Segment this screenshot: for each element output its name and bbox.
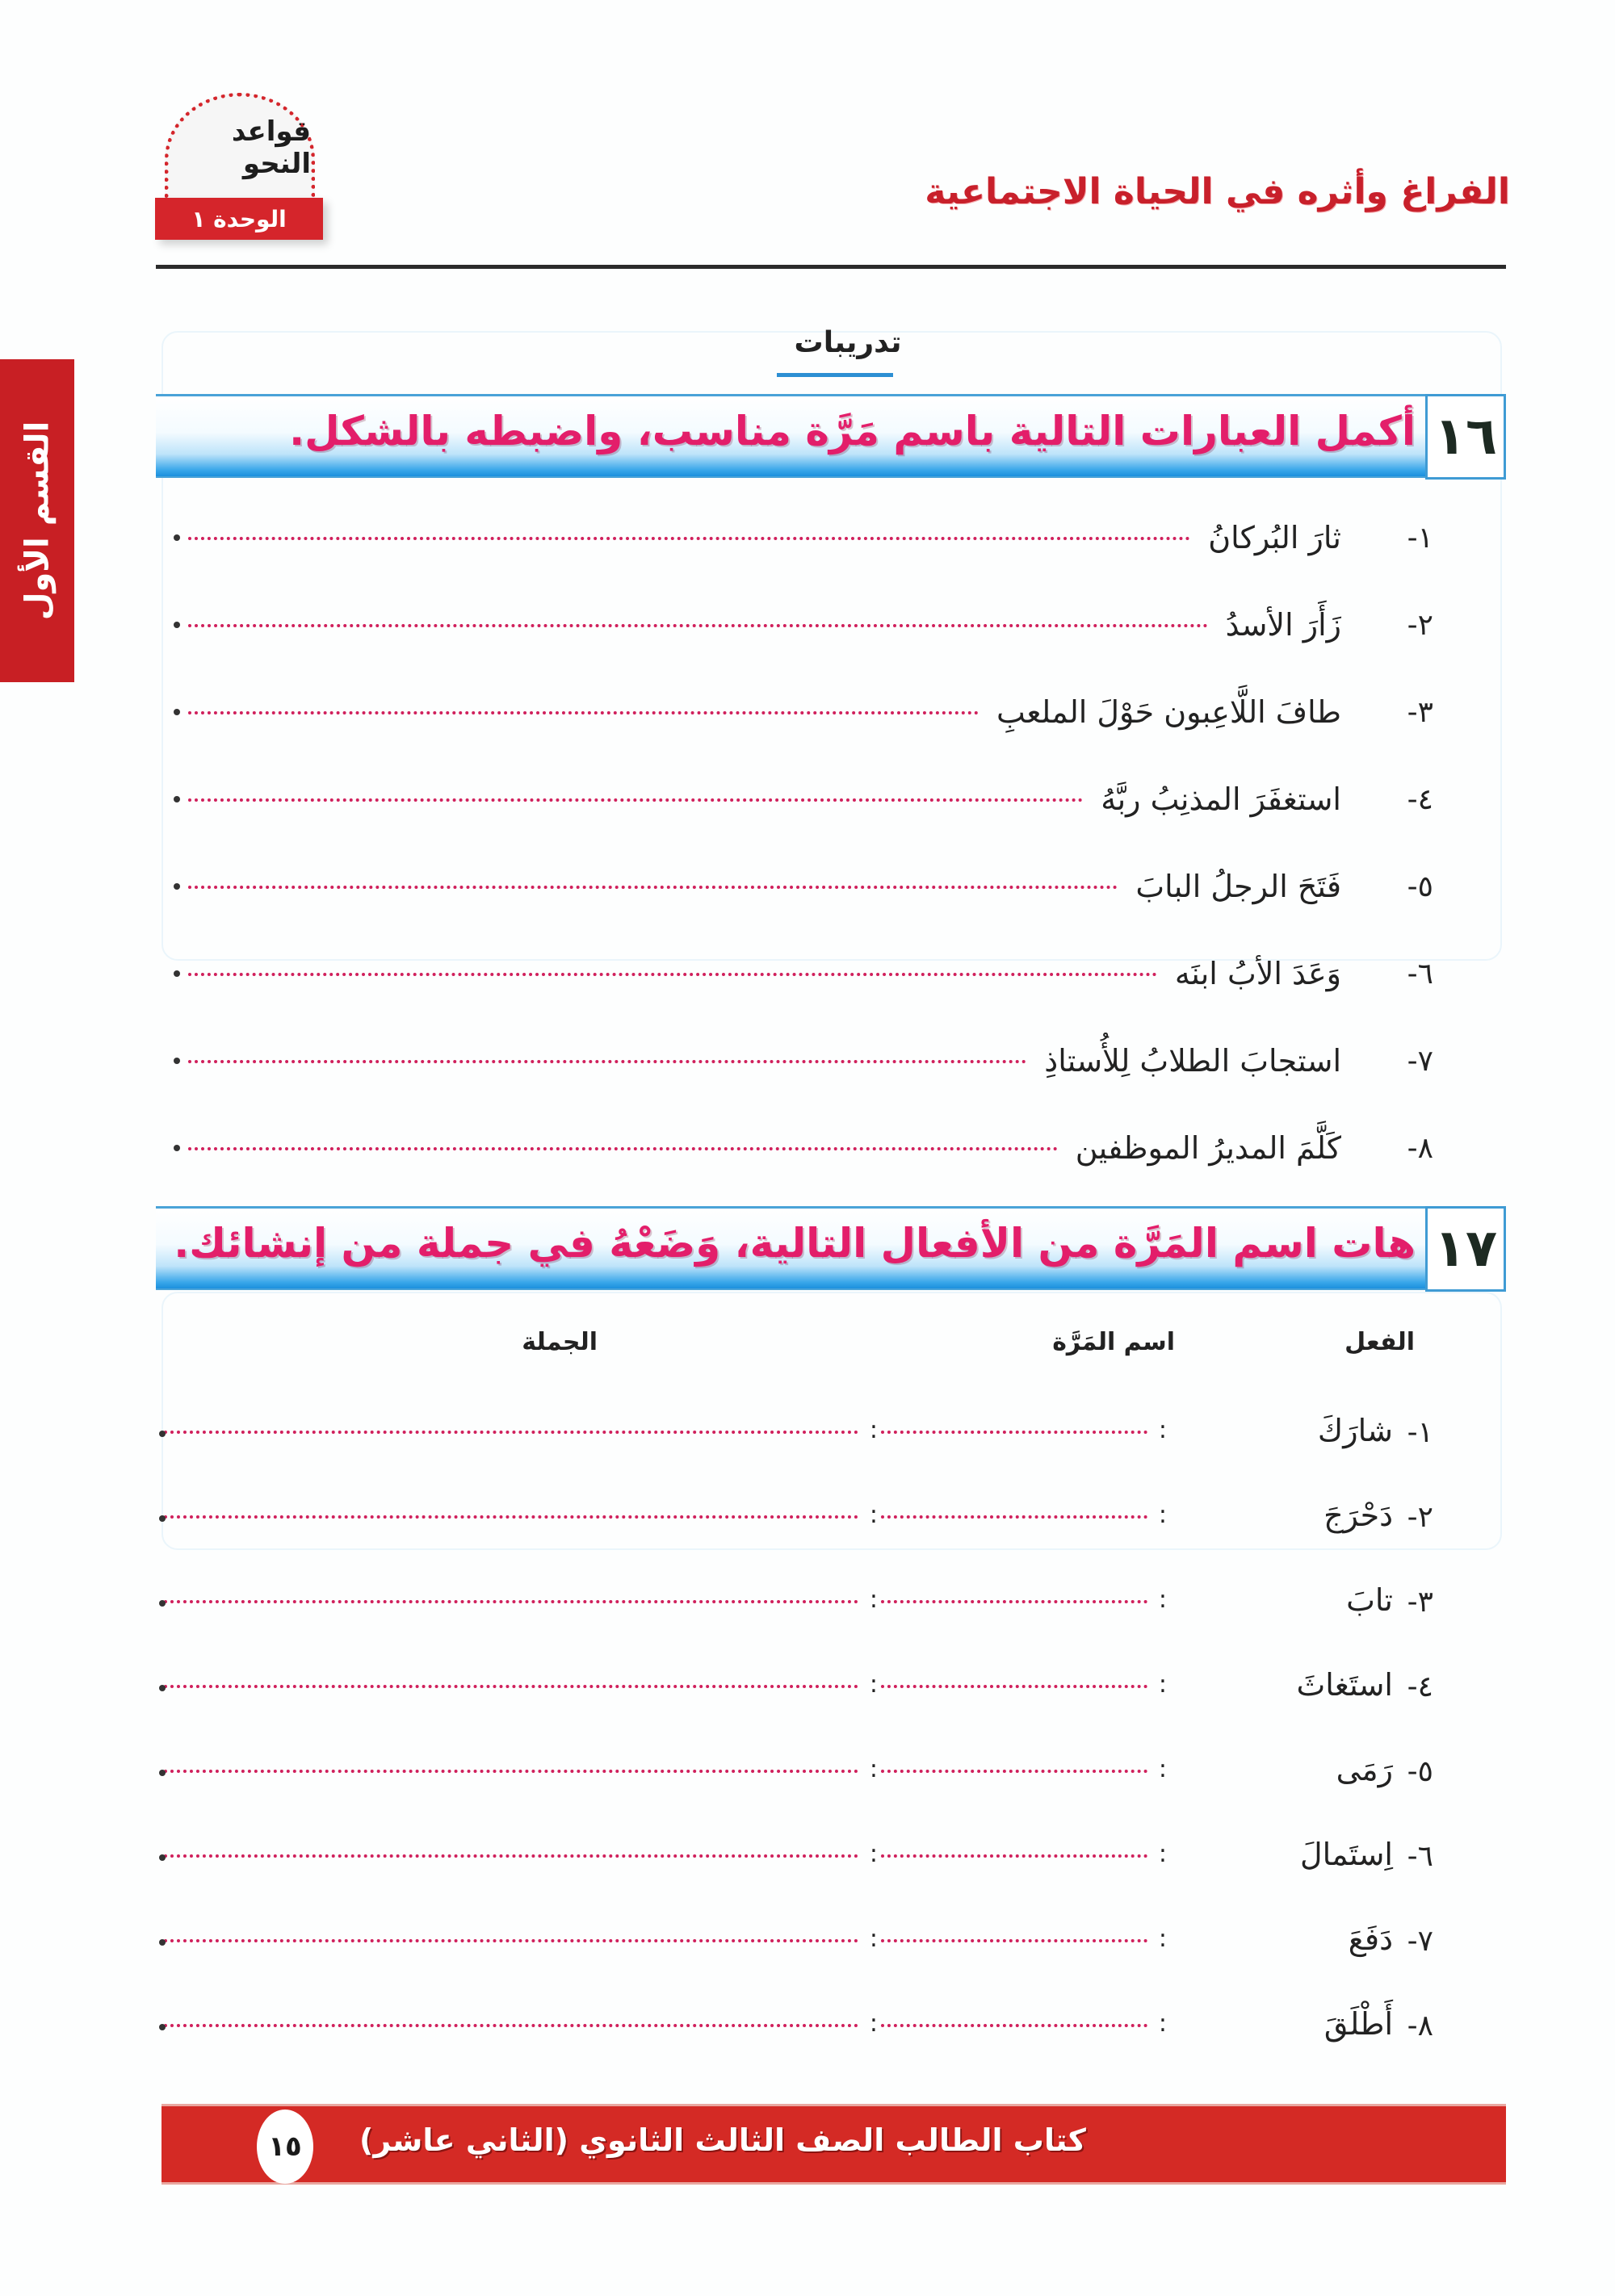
exercise-17-number: ١٧ [1425,1206,1506,1292]
column-header-noun: اسم المَرَّة [1052,1328,1175,1356]
dot-marker [159,1431,166,1437]
item-verb: دَفَعَ [1348,1921,1393,1957]
item-verb: شارَكَ [1317,1413,1393,1448]
exercise-16-item [174,1037,1433,1085]
item-number: ١- [1407,1416,1433,1449]
noun-blank[interactable] [881,1514,1147,1519]
dot-marker [159,1600,166,1607]
item-verb: دَحْرَجَ [1323,1498,1393,1533]
book-title: كتاب الطالب الصف الثالث الثانوي (الثاني عاشر) [359,2122,1086,2158]
separator: : [1158,1586,1167,1614]
lesson-title: الفراغ وأثره في الحياة الاجتماعية [925,171,1510,212]
dot-marker [159,2024,166,2030]
page-number: ١٥ [257,2110,313,2184]
separator: : [869,2009,878,2038]
item-number: ٦- [1407,1840,1433,1873]
exercise-17-item [157,2005,1433,2053]
item-phrase: استجابَ الطلابُ لِلأُستاذِ [1044,1043,1341,1079]
section-heading-label: تدريبات [794,326,902,359]
item-phrase: فَتَحَ الرجلُ البابَ [1135,869,1341,904]
item-verb: أَطْلَقَ [1323,2006,1393,2042]
unit-badge-label: الوحدة ١ [155,198,323,240]
noun-blank[interactable] [881,1429,1147,1434]
side-tab-label: القسم الأول [19,421,56,621]
item-number: ٣- [1407,1586,1433,1619]
unit-badge-circle [165,93,315,214]
item-number: ٧- [1407,1925,1433,1958]
sentence-blank[interactable] [164,1514,858,1519]
dot-marker [174,709,180,715]
noun-blank[interactable] [881,1938,1147,1942]
sentence-blank[interactable] [164,1683,858,1688]
dot-marker [159,1939,166,1946]
column-header-sentence: الجملة [522,1328,598,1356]
answer-blank[interactable] [188,1146,1058,1150]
item-phrase: استغفَرَ المذنِبُ ربَّهُ [1101,781,1341,817]
item-number: ٦- [1407,957,1433,991]
exercise-16-item [174,1124,1433,1172]
answer-blank[interactable] [188,710,979,714]
exercise-16-item [174,775,1433,823]
exercise-16-item [174,862,1433,911]
sentence-blank[interactable] [164,2022,858,2027]
item-number: ٥- [1407,1755,1433,1788]
item-phrase: زَأَرَ الأسدُ [1225,607,1341,643]
dot-marker [174,622,180,628]
noun-blank[interactable] [881,1853,1147,1858]
exercise-16-item [174,949,1433,998]
dot-marker [159,1515,166,1522]
item-number: ٧- [1407,1044,1433,1078]
dot-marker [174,883,180,890]
item-verb: تابَ [1346,1582,1393,1618]
noun-blank[interactable] [881,2022,1147,2027]
exercise-16-item [174,688,1433,736]
sentence-blank[interactable] [164,1429,858,1434]
separator: : [1158,1670,1167,1699]
section-side-tab [0,359,74,682]
exercise-16-heading [156,394,1506,478]
separator: : [1158,1501,1167,1529]
dot-marker [159,1685,166,1691]
exercise-17-item [157,1835,1433,1883]
noun-blank[interactable] [881,1768,1147,1773]
separator: : [869,1670,878,1699]
dot-marker [159,1854,166,1861]
item-number: ٨- [1407,2009,1433,2043]
answer-blank[interactable] [188,884,1118,889]
exercise-17-item [157,1665,1433,1714]
separator: : [869,1501,878,1529]
separator: : [1158,1755,1167,1783]
exercise-17-instruction: هات اسم المَرَّة من الأفعال التالية، وَضَعْهُ في جملة من إنشائك. [174,1220,1416,1267]
answer-blank[interactable] [188,797,1083,802]
sentence-blank[interactable] [164,1598,858,1603]
sentence-blank[interactable] [164,1938,858,1942]
dot-marker [174,534,180,541]
noun-blank[interactable] [881,1683,1147,1688]
answer-blank[interactable] [188,1058,1026,1063]
answer-blank[interactable] [188,535,1190,540]
exercise-16-item [174,601,1433,649]
item-number: ٢- [1407,1501,1433,1534]
separator: : [1158,2009,1167,2038]
item-phrase: ثارَ البُركانُ [1208,520,1341,555]
exercise-16-item [174,513,1433,562]
separator: : [869,1586,878,1614]
separator: : [869,1840,878,1868]
dot-marker [174,1145,180,1151]
item-phrase: كَلَّمَ المديرُ الموظفين [1075,1130,1341,1166]
dot-marker [174,970,180,977]
item-number: ٥- [1407,869,1433,903]
item-number: ٢- [1407,608,1433,642]
item-number: ٤- [1407,782,1433,816]
answer-blank[interactable] [188,622,1208,627]
exercise-17-heading [156,1206,1506,1290]
dot-marker [159,1770,166,1776]
exercise-16-number: ١٦ [1425,394,1506,480]
item-number: ١- [1407,521,1433,555]
separator: : [869,1755,878,1783]
separator: : [869,1925,878,1953]
header-divider [156,265,1506,269]
unit-badge [155,93,325,238]
exercise-16-instruction: أكمل العبارات التالية باسم مَرَّة مناسب، واضبطه بالشكل. [289,408,1416,455]
exercise-17-item [157,1411,1433,1460]
section-underline [777,373,893,377]
column-header-verb: الفعل [1344,1328,1415,1356]
page-footer [162,2104,1506,2185]
exercise-17-item [157,1496,1433,1544]
separator: : [869,1416,878,1444]
exercise-17-item [157,1750,1433,1799]
separator: : [1158,1416,1167,1444]
exercise-17-item [157,1581,1433,1629]
item-number: ٣- [1407,695,1433,729]
exercise-17-item [157,1920,1433,1968]
noun-blank[interactable] [881,1598,1147,1603]
dot-marker [174,796,180,802]
item-phrase: طافَ اللَّاعِبون حَوْلَ الملعبِ [996,694,1341,730]
sentence-blank[interactable] [164,1768,858,1773]
item-verb: استَغاثَ [1296,1667,1393,1703]
item-phrase: وَعَدَ الأبُ ابنَه [1174,956,1341,991]
item-verb: رَمَى [1336,1752,1393,1787]
unit-badge-title: قواعد النحو [231,115,311,180]
section-heading [0,326,1615,359]
answer-blank[interactable] [188,971,1157,976]
sentence-blank[interactable] [164,1853,858,1858]
separator: : [1158,1840,1167,1868]
item-verb: اِستَمالَ [1299,1837,1393,1872]
dot-marker [174,1058,180,1064]
separator: : [1158,1925,1167,1953]
item-number: ٨- [1407,1131,1433,1165]
item-number: ٤- [1407,1670,1433,1703]
